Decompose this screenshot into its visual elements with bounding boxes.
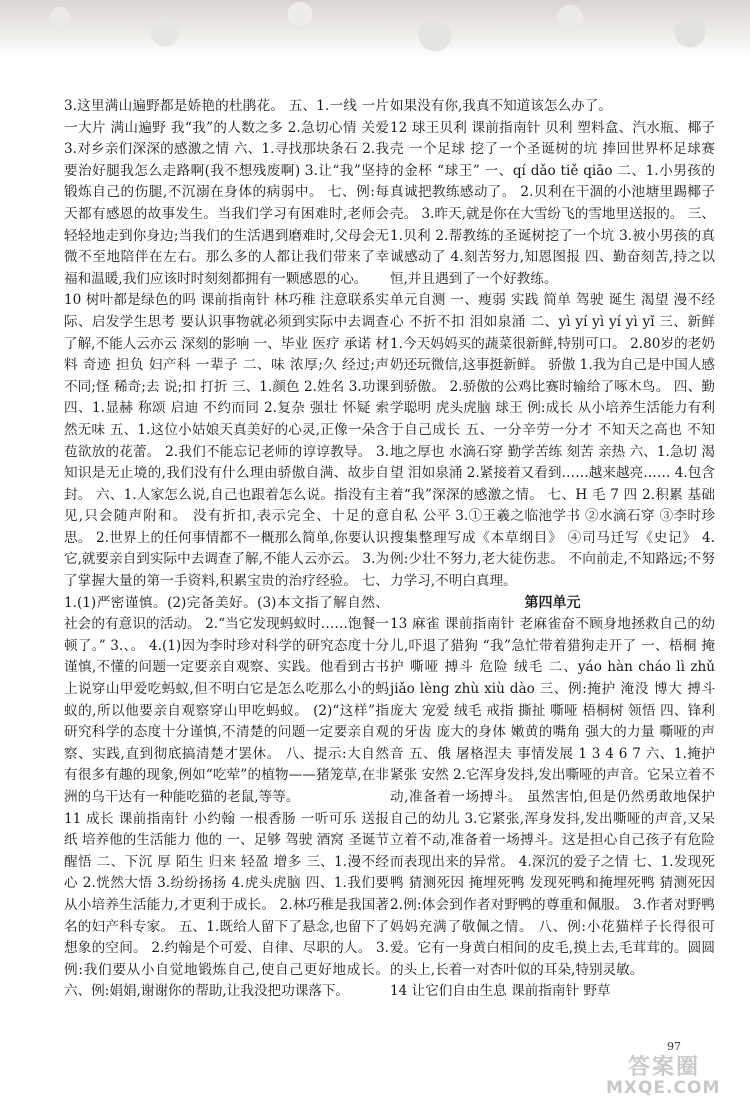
lesson-12-answers: 12 球王贝利 课前指南针 贝利 塑料盒、汽水瓶、椰子壳 一个足球 挖了一个圣诞树的坑 捧回世界杯足球赛的金杯 “球王” 一、qí dǎo tiě qiāo 二、1.小男孩的真诚把教练感动了。 2.贝利在干涸的小池塘里踢椰子壳。 3.昨天,就是你在大雪纷飞的雪地里送报的。 三、1.贝利 2.帮教练的圣诞树挖了一个坑 3.被小男孩的真诚感动了 4.刻苦努力,知恩图报 四、勤奋刻苦,持之以恒,并且遇到了一个好教练。 (390, 119, 715, 287)
answer-paragraph-9: 3.这里满山遍野都是娇艳的杜鹃花。 五、1.一线 一片 一大片 满山遍野 我“我”的人数之多 2.急切心情 关爱 3.对乡亲们深深的感激之情 六、1.寻找那块条石 2.我要治好腿我怎么走路啊(我不想残废啊) 3.让“我”坚持锻炼自己的伤腿,不沉溺在身体的病弱中。 七、例:每天都有感恩的故事发生。当我们学习有困难时,老师会轻轻地走到你身边;当我们的生活遇到磨难时,父母会无微不至地陪伴在左右。那么多的人都让我们带来了幸福和温暖,我们应该时时刻刻都拥有一颗感恩的心。 (64, 98, 389, 287)
watermark-bottom-text: MXQE.COM (606, 1078, 721, 1098)
decorative-banner (0, 0, 750, 58)
lesson-14-answers: 14 让它们自由生息 课前指南针 野草 (390, 983, 611, 1000)
lesson-11-continued: 如果没有你,我真不知道该怎么办了。 (390, 98, 612, 114)
lesson-13-answers: 13 麻雀 课前指南针 老麻雀奋不顾身地拯救自己的幼儿,吓退了猎狗 “我”急忙带着猎狗走开了 一、梧桐 掩护 嘶哑 搏斗 危险 绒毛 二、yáo hàn cháo lì zhǔ jiǎo lèng zhù xiù dào 三、例:掩护 淹没 博大 搏斗 庞大 宠爱 绒毛 戒指 撕扯 嘶哑 梧桐树 领悟 四、锋利的牙齿 庞大的身体 嫩黄的嘴角 强大的力量 嘶哑的声音 五、俄 屠格涅夫 事情发展 1 3 4 6 7 六、1.掩护 紧张 安然 2.它浑身发抖,发出嘶哑的声音。它呆立着不动,准备着一场搏斗。 虽然害怕,但是仍然勇敢地保护自己的幼儿 3.它紧张,浑身发抖,发出嘶哑的声音,又呆立着不动,准备着一场搏斗。这是担心自己孩子有危险而表现出来的异常。 4.深沉的爱子之情 七、1.发现死鸭 猜测死因 掩埋死鸭 发现死鸭和掩埋死鸭 猜测死因 2.例:体会到作者对野鸭的尊重和佩服。 3.作者对野鸭妈妈充满了敬佩之情。 八、例:小花猫样子长得很可爱。它有一身黄白相间的皮毛,摸上去,毛茸茸的。圆圆的头上,长着一对杏叶似的耳朵,特别灵敏。 (390, 616, 715, 978)
page-number: 97 (667, 1040, 681, 1053)
lesson-11-answers: 11 成长 课前指南针 小约翰 一根香肠 一听可乐 送报纸 培养他的生活能力 他的 一、足够 驾驶 酒窝 圣诞节 醒悟 二、下沉 厚 陌生 归来 轻盈 增多 三、1.漫不经心 2.恍然大悟 3.纷纷扬扬 4.虎头虎脑 四、1.我们要从小培养生活能力,才更利于成长。 2.林巧稚是我国著名的妇产科专家。 五、1.既给人留下了悬念,也留下了想象的空间。 2.约翰是个可爱、自律、尽职的人。 3.例:我们要从小自觉地锻炼自己,使自己更好地成长。 六、例:娟娟,谢谢你的帮助,让我没把功课落下。 (64, 810, 389, 1000)
lesson-10-answers: 10 树叶都是绿色的吗 课前指南针 林巧稚 注意联系实际、启发学生思考 要认识事物就必须到实际中去调查了解,不能人云亦云 深刻的影响 一、毕业 医疗 承诺 材料 奇迹 担负 妇产科 一辈子 二、味 浓厚;久 经过;声 不同;怪 稀奇;去 说;扣 打折 三、1.颜色 2.姓名 3.功课 四、1.显赫 称颂 启迪 不约而同 2.复杂 强壮 怀疑 索然无味 五、1.这位小姑娘天真美好的心灵,正像一朵含苞欲放的花蕾。 2.我们不能忘记老师的谆谆教导。 3.知识是无止境的,我们没有什么理由骄傲自满、故步自封。 六、1.人家怎么说,自己也跟着怎么说。指没有主见,只会随声附和。 没有折扣,表示完全、十足的意思。 2.世界上的任何事情都不一概那么简单,你要认识它,就要亲自到实际中去调查了解,不能人云亦云。 3.为了掌握大量的第一手资料,积累宝贵的治疗经验。 七、1.(1)严密谨慎。(2)完备美好。(3)本文指了解自然、社会的有意识的活动。 2.“当它发现蚂蚁时……饱餐一顿了。” 3.、。 4.(1)因为李时珍对科学的研究态度十分谨慎,不懂的问题一定要亲自观察、实践。他看到古书上说穿山甲爱吃蚂蚁,但不明白它是怎么吃那么小的蚂蚁的,所以他要亲自观察穿山甲吃蚂蚁。 (2)“这样”指研究科学的态度十分谨慎,不清楚的问题一定要亲自观察、实践,直到彻底搞清楚才罢休。 八、提示:大自然有很多有趣的现象,例如“吃荤”的植物——猪笼草,在非洲的乌干达有一种能吃猫的老鼠,等等。 (64, 292, 389, 805)
watermark-top-text: 答案圈 (628, 1055, 701, 1080)
unit-test-answers: 单元自测 一、瘦弱 实践 简单 驾驶 诞生 渴望 漫不经心 不折不扣 泪如泉涌 二、yì yí yì yí yì yǐ 三、新鲜 1.今天妈妈买的蔬菜很新鲜,特别可口。 2.80岁的老奶奶还玩微信,这事挺新鲜。 骄傲 1.我为自己是中国人感到骄傲。 2.骄傲的公鸡比赛时输给了啄木鸟。 四、勤学聪明 虎头虎脑 球王 例:成长 从小培养生活能力有利于自己成长 五、一分辛劳一分才 不知天之高也 不知地之厚也 水滴石穿 勤学苦练 刻苦 亲热 六、1.急切 渴望 泪如泉涌 2.紧接着又看到……越来越亮…… 4.包含着“我”深深的感激之情。 七、H 毛 7 四 2.积累 基础 自私 公平 3.①王羲之临池学书 ②水滴石穿 ③李时珍搜集整理写成《本草纲目》 ④司马迁写《史记》 4.例:少壮不努力,老大徒伤悲。 不向前走,不知路远;不努力学习,不明白真理。 (390, 292, 715, 590)
watermark-logo (600, 1050, 750, 1100)
left-column (64, 96, 389, 1003)
unit-four-title: 第四单元 (524, 594, 581, 611)
right-column (390, 96, 715, 1003)
